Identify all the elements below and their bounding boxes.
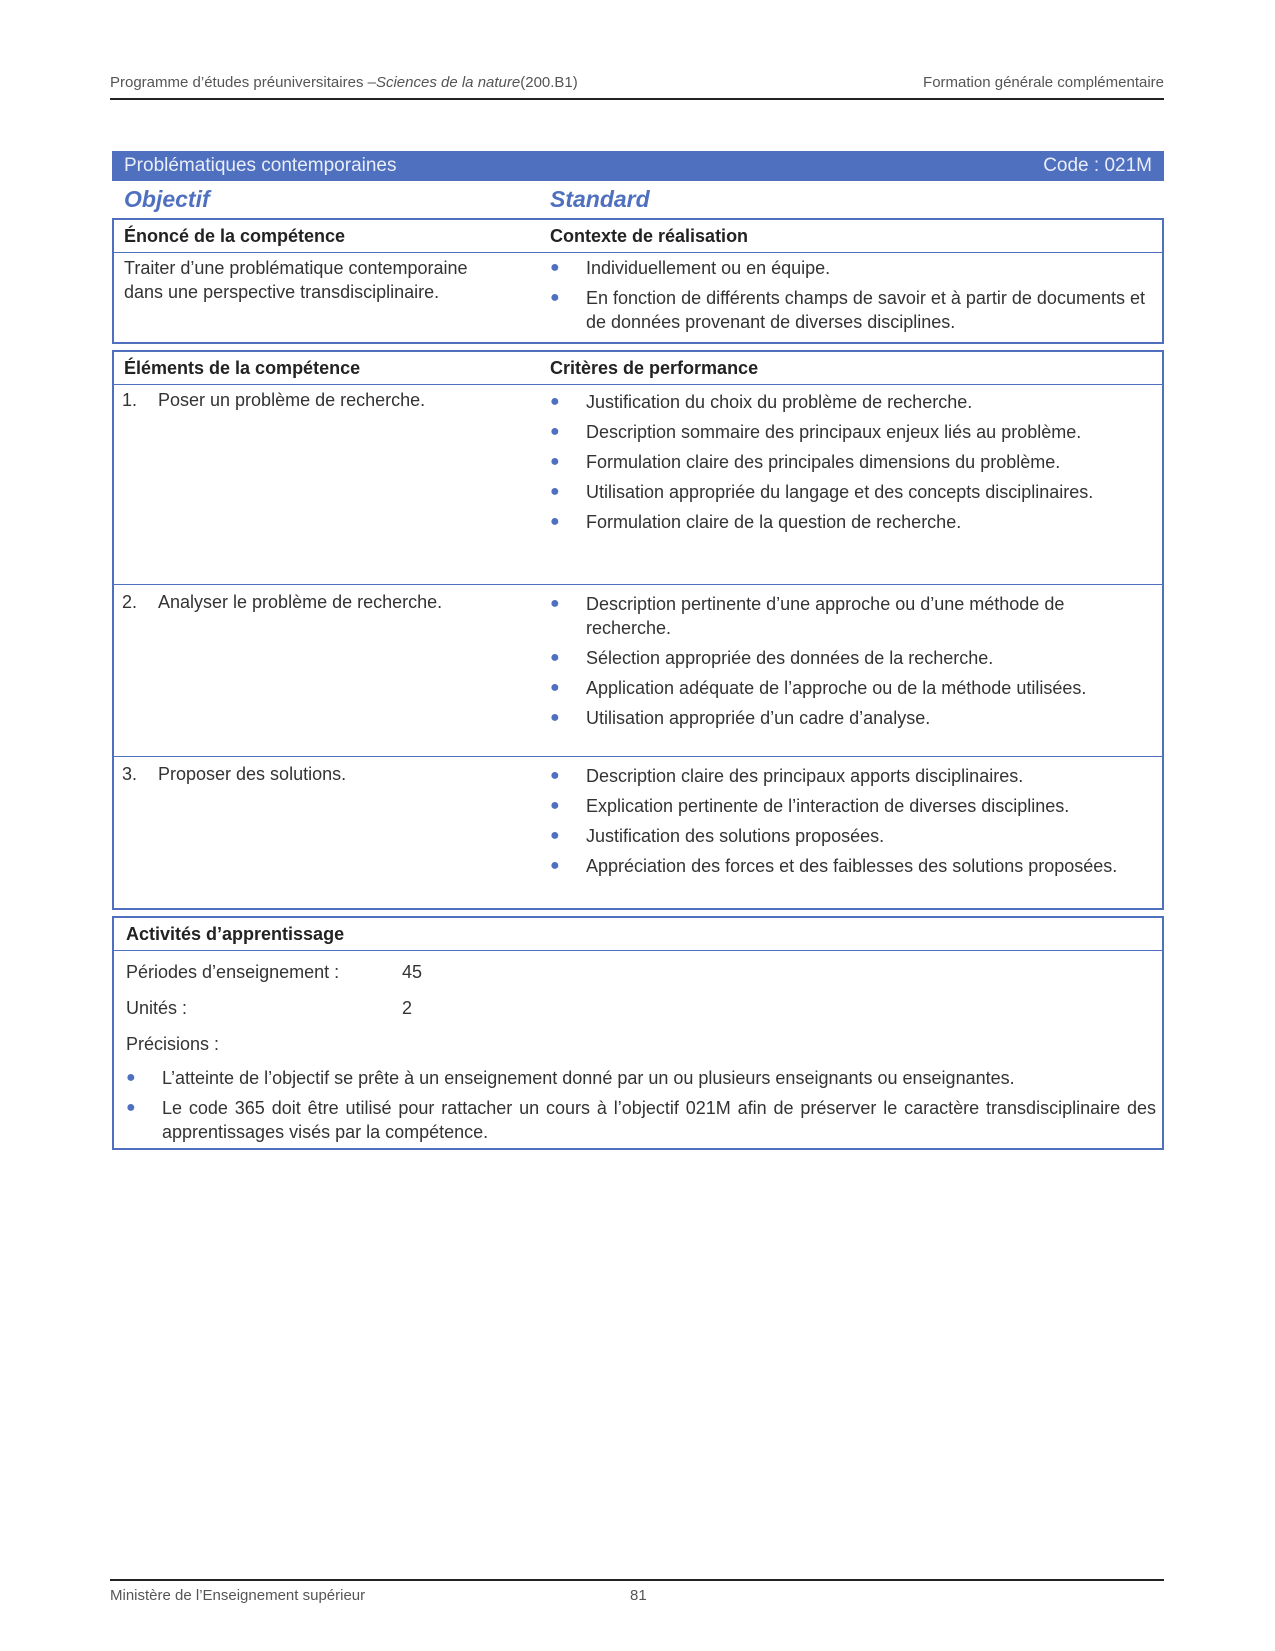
list-item: ● Description pertinente d’une approche ou d’une méthode de recherche. [550, 594, 1065, 638]
bullet-icon: ● [550, 709, 560, 726]
list-item: ● Formulation claire des principales dimensions du problème. [550, 452, 1061, 472]
precisions-list [126, 1066, 1156, 1150]
bullet-icon: ● [550, 797, 560, 814]
list-item: ● Sélection appropriée des données de la recherche. [550, 648, 994, 668]
activites-heading: Activités d’apprentissage [126, 924, 345, 944]
list-item: ● Description claire des principaux apports disciplinaires. [550, 766, 1024, 786]
contexte-list [550, 256, 1150, 340]
row-divider [114, 584, 1162, 585]
list-item: ● Utilisation appropriée d’un cadre d’analyse. [550, 708, 931, 728]
objective-title: Problématiques contemporaines [124, 155, 397, 176]
row-divider [114, 756, 1162, 757]
bullet-icon: ● [550, 595, 560, 612]
criteria-list-1 [550, 390, 1150, 540]
bullet-icon: ● [550, 393, 560, 410]
standard-label: Standard [550, 186, 650, 212]
element-3: 3. Proposer des solutions. [122, 764, 347, 784]
bullet-icon: ● [550, 649, 560, 666]
list-item: ● Explication pertinente de l’interaction de diverses disciplines. [550, 796, 1070, 816]
activites-box-header [114, 918, 1162, 951]
enonce-text: Traiter d’une problématique contemporaine dans une perspective transdisciplinaire. [124, 258, 468, 302]
periodes-value: 45 [402, 962, 423, 982]
list-item: ● Description sommaire des principaux enjeux liés au problème. [550, 422, 1082, 442]
criteria-list-2 [550, 592, 1150, 736]
enonce-heading: Énoncé de la compétence [124, 226, 346, 246]
bullet-icon: ● [550, 513, 560, 530]
list-item: ● Justification du choix du problème de recherche. [550, 392, 973, 412]
page-footer [110, 1579, 1164, 1604]
element-1: 1. Poser un problème de recherche. [122, 390, 426, 410]
criteria-list-3 [550, 764, 1150, 884]
list-item: ● L’atteinte de l’objectif se prête à un enseignement donné par un ou plusieurs enseignants ou enseignantes. [126, 1068, 1015, 1088]
list-item: ● Application adéquate de l’approche ou de la méthode utilisées. [550, 678, 1087, 698]
list-item: ● En fonction de différents champs de savoir et à partir de documents et de données provenant de diverses disciplines. [550, 288, 1145, 332]
bullet-icon: ● [550, 483, 560, 500]
ministry-name: Ministère de l’Enseignement supérieur [110, 1587, 366, 1604]
list-item: ● Le code 365 doit être utilisé pour rattacher un cours à l’objectif 021M afin de préserver le caractère transdisciplinaire des apprentissages visés par la compétence. [126, 1098, 1156, 1142]
unites-line: Unités : 2 [126, 998, 413, 1018]
section-name: Formation générale complémentaire [923, 74, 1164, 91]
bullet-icon: ● [550, 857, 560, 874]
bullet-icon: ● [550, 767, 560, 784]
element-2: 2. Analyser le problème de recherche. [122, 592, 443, 612]
precisions-label: Précisions : [126, 1034, 220, 1054]
page-number: 81 [630, 1587, 647, 1604]
list-item: ● Formulation claire de la question de recherche. [550, 512, 962, 532]
competence-box-header [114, 220, 1162, 253]
elements-box [112, 350, 1164, 910]
page-header [110, 74, 1164, 100]
periodes-line: Périodes d’enseignement : 45 [126, 962, 423, 982]
criteres-heading: Critères de performance [550, 358, 759, 378]
list-item: ● Utilisation appropriée du langage et des concepts disciplinaires. [550, 482, 1094, 502]
objectif-standard-labels [112, 186, 1164, 214]
bullet-icon: ● [550, 679, 560, 696]
program-name: Programme d’études préuniversitaires –Sciences de la nature(200.B1) [110, 74, 578, 91]
objective-code: Code : 021M [1043, 155, 1152, 176]
unites-value: 2 [402, 998, 413, 1018]
title-bar [112, 151, 1164, 181]
bullet-icon: ● [550, 423, 560, 440]
bullet-icon: ● [550, 827, 560, 844]
list-item: ● Appréciation des forces et des faiblesses des solutions proposées. [550, 856, 1118, 876]
contexte-heading: Contexte de réalisation [550, 226, 749, 246]
bullet-icon: ● [550, 453, 560, 470]
objectif-label: Objectif [124, 186, 210, 212]
elements-box-header [114, 352, 1162, 385]
list-item: ● Individuellement ou en équipe. [550, 258, 831, 278]
competence-box [112, 218, 1164, 344]
list-item: ● Justification des solutions proposées. [550, 826, 885, 846]
bullet-icon: ● [550, 289, 560, 306]
activites-box [112, 916, 1164, 1150]
bullet-icon: ● [126, 1069, 136, 1086]
bullet-icon: ● [550, 259, 560, 276]
bullet-icon: ● [126, 1099, 136, 1116]
elements-heading: Éléments de la compétence [124, 358, 361, 378]
